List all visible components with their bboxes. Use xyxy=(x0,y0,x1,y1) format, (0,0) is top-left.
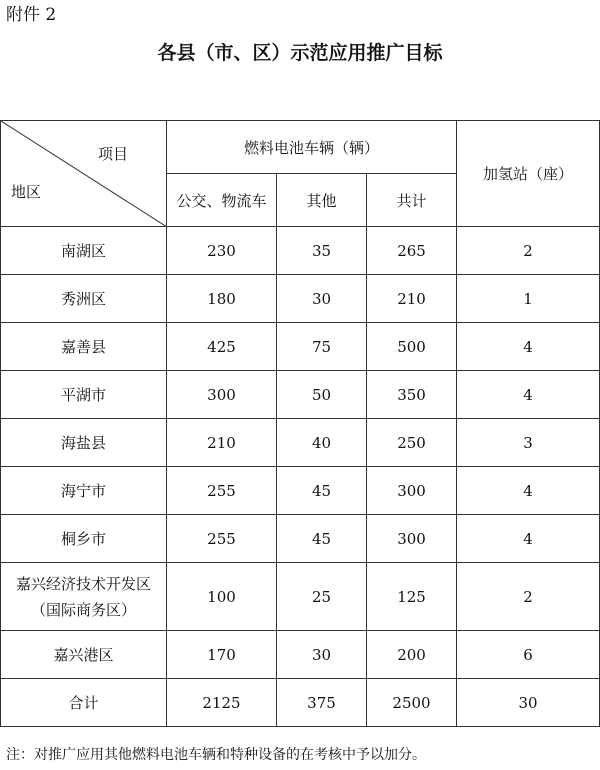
region-name-line-1: 嘉兴经济技术开发区 xyxy=(15,574,151,593)
bus-cell: 210 xyxy=(167,419,277,467)
table-row xyxy=(1,515,600,563)
page-title: 各县（市、区）示范应用推广目标 xyxy=(157,42,443,64)
h2-cell: 3 xyxy=(457,419,600,467)
h2-cell: 1 xyxy=(457,275,600,323)
region-cell: 嘉兴港区 xyxy=(1,631,167,679)
other-cell: 25 xyxy=(277,563,367,631)
bus-cell: 170 xyxy=(167,631,277,679)
h2-cell: 4 xyxy=(457,515,600,563)
table-row xyxy=(1,371,600,419)
table-row xyxy=(1,227,600,275)
bus-cell: 230 xyxy=(167,227,277,275)
bus-cell: 255 xyxy=(167,467,277,515)
table-row xyxy=(1,563,600,631)
bus-cell: 2125 xyxy=(167,679,277,727)
header-total: 共计 xyxy=(367,174,457,227)
table-body xyxy=(1,121,600,727)
other-cell: 30 xyxy=(277,631,367,679)
h2-cell: 4 xyxy=(457,371,600,419)
region-cell: 海宁市 xyxy=(1,467,167,515)
total-cell: 210 xyxy=(367,275,457,323)
other-cell: 375 xyxy=(277,679,367,727)
total-cell: 2500 xyxy=(367,679,457,727)
total-cell: 250 xyxy=(367,419,457,467)
other-cell: 35 xyxy=(277,227,367,275)
h2-cell: 4 xyxy=(457,467,600,515)
header-hydrogen-stations: 加氢站（座） xyxy=(457,121,600,227)
table-row xyxy=(1,323,600,371)
header-row-1 xyxy=(1,121,600,174)
other-cell: 50 xyxy=(277,371,367,419)
total-cell: 125 xyxy=(367,563,457,631)
region-cell: 桐乡市 xyxy=(1,515,167,563)
attachment-label: 附件 2 xyxy=(6,5,57,25)
header-item-label: 项目 xyxy=(97,145,128,163)
other-cell: 75 xyxy=(277,323,367,371)
bus-cell: 180 xyxy=(167,275,277,323)
header-fuel-cell-vehicles: 燃料电池车辆（辆） xyxy=(167,121,457,174)
header-bus-logistics: 公交、物流车 xyxy=(167,174,277,227)
h2-cell: 30 xyxy=(457,679,600,727)
h2-cell: 2 xyxy=(457,563,600,631)
h2-cell: 6 xyxy=(457,631,600,679)
region-cell: 南湖区 xyxy=(1,227,167,275)
total-row xyxy=(1,679,600,727)
region-cell: 海盐县 xyxy=(1,419,167,467)
table-row xyxy=(1,467,600,515)
total-cell: 265 xyxy=(367,227,457,275)
other-cell: 45 xyxy=(277,515,367,563)
region-name-line-2: （国际商务区） xyxy=(30,600,136,619)
table-row xyxy=(1,631,600,679)
bus-cell: 300 xyxy=(167,371,277,419)
header-other: 其他 xyxy=(277,174,367,227)
total-cell: 300 xyxy=(367,467,457,515)
other-cell: 45 xyxy=(277,467,367,515)
bus-cell: 255 xyxy=(167,515,277,563)
bus-cell: 100 xyxy=(167,563,277,631)
h2-cell: 4 xyxy=(457,323,600,371)
total-cell: 350 xyxy=(367,371,457,419)
total-cell: 200 xyxy=(367,631,457,679)
region-cell: 秀洲区 xyxy=(1,275,167,323)
targets-table-container xyxy=(0,120,600,732)
diagonal-line xyxy=(1,121,167,227)
table-row xyxy=(1,275,600,323)
header-region-label: 地区 xyxy=(11,183,42,201)
other-cell: 40 xyxy=(277,419,367,467)
footnote: 注：对推广应用其他燃料电池车辆和特种设备的在考核中予以加分。 xyxy=(6,747,426,763)
region-cell: 合计 xyxy=(1,679,167,727)
h2-cell: 2 xyxy=(457,227,600,275)
bus-cell: 425 xyxy=(167,323,277,371)
targets-table xyxy=(0,120,600,727)
total-cell: 300 xyxy=(367,515,457,563)
region-cell: 平湖市 xyxy=(1,371,167,419)
table-row xyxy=(1,419,600,467)
region-cell xyxy=(1,563,167,631)
total-cell: 500 xyxy=(367,323,457,371)
other-cell: 30 xyxy=(277,275,367,323)
region-cell: 嘉善县 xyxy=(1,323,167,371)
diagonal-header-cell xyxy=(1,121,167,227)
